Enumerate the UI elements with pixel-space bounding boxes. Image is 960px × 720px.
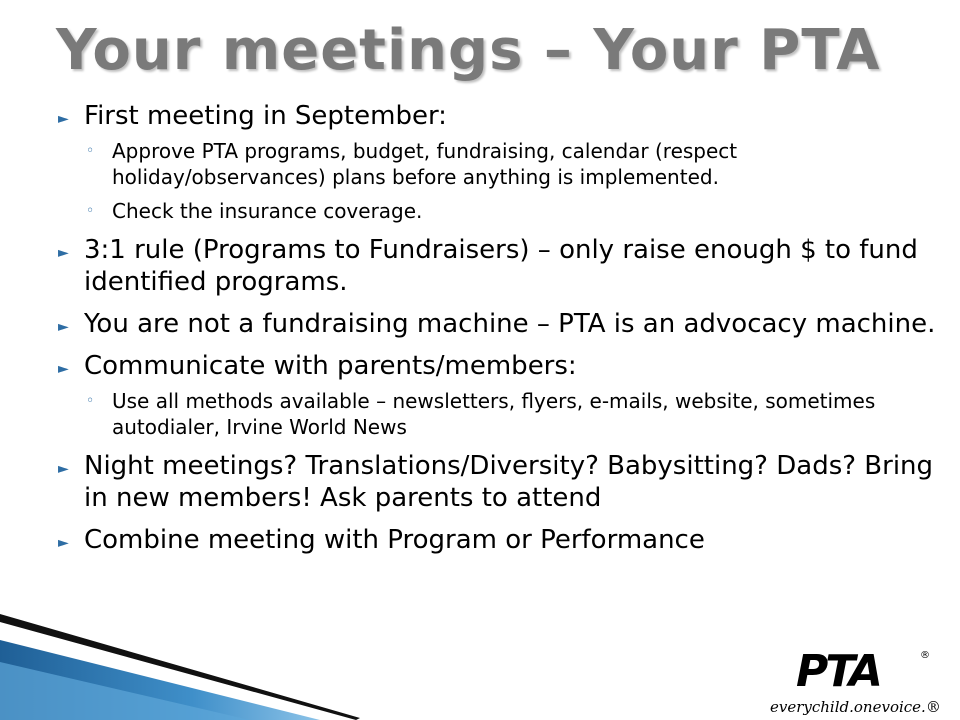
- arrow-bullet-icon: ►: [58, 461, 69, 477]
- slide-title: Your meetings – Your PTA: [56, 18, 881, 83]
- logo-registered-mark: ®: [920, 650, 930, 661]
- arrow-bullet-icon: ►: [58, 245, 69, 261]
- arrow-bullet-icon: ►: [58, 319, 69, 335]
- bullet-item: [56, 234, 936, 298]
- bullet-text: You are not a fundraising machine – PTA is an advocacy machine.: [84, 309, 936, 339]
- logo-wordmark: PTA: [796, 646, 880, 697]
- bullet-item: [56, 350, 936, 440]
- bullet-item: [56, 100, 936, 224]
- sub-bullet-list: [84, 138, 936, 224]
- decorative-swoosh: [0, 610, 360, 720]
- arrow-bullet-icon: ►: [58, 111, 69, 127]
- bullet-text: Night meetings? Translations/Diversity? Babysitting? Dads? Bring in new members! Ask parents to attend: [84, 451, 934, 513]
- ring-bullet-icon: ◦: [86, 143, 95, 159]
- bullet-list: [56, 100, 936, 566]
- pta-logo: [770, 646, 950, 716]
- bullet-item: [56, 524, 936, 556]
- arrow-bullet-icon: ►: [58, 535, 69, 551]
- arrow-bullet-icon: ►: [58, 361, 69, 377]
- bullet-text: Combine meeting with Program or Performance: [84, 525, 705, 555]
- bullet-item: [56, 450, 936, 514]
- bullet-text: First meeting in September:: [84, 101, 447, 131]
- logo-tagline: everychild.onevoice.®: [770, 698, 941, 716]
- ring-bullet-icon: ◦: [86, 203, 95, 219]
- sub-bullet-item: [84, 198, 936, 224]
- sub-bullet-list: [84, 388, 936, 440]
- bullet-text: 3:1 rule (Programs to Fundraisers) – only raise enough $ to fund identified programs.: [84, 235, 918, 297]
- sub-bullet-item: [84, 388, 936, 440]
- sub-bullet-text: Use all methods available – newsletters, flyers, e-mails, website, sometimes autodialer, Irvine World News: [112, 389, 876, 439]
- sub-bullet-text: Check the insurance coverage.: [112, 199, 423, 223]
- sub-bullet-text: Approve PTA programs, budget, fundraising, calendar (respect holiday/observances) plans before anything is implemented.: [112, 139, 738, 189]
- bullet-text: Communicate with parents/members:: [84, 351, 577, 381]
- sub-bullet-item: [84, 138, 936, 190]
- ring-bullet-icon: ◦: [86, 393, 95, 409]
- bullet-item: [56, 308, 936, 340]
